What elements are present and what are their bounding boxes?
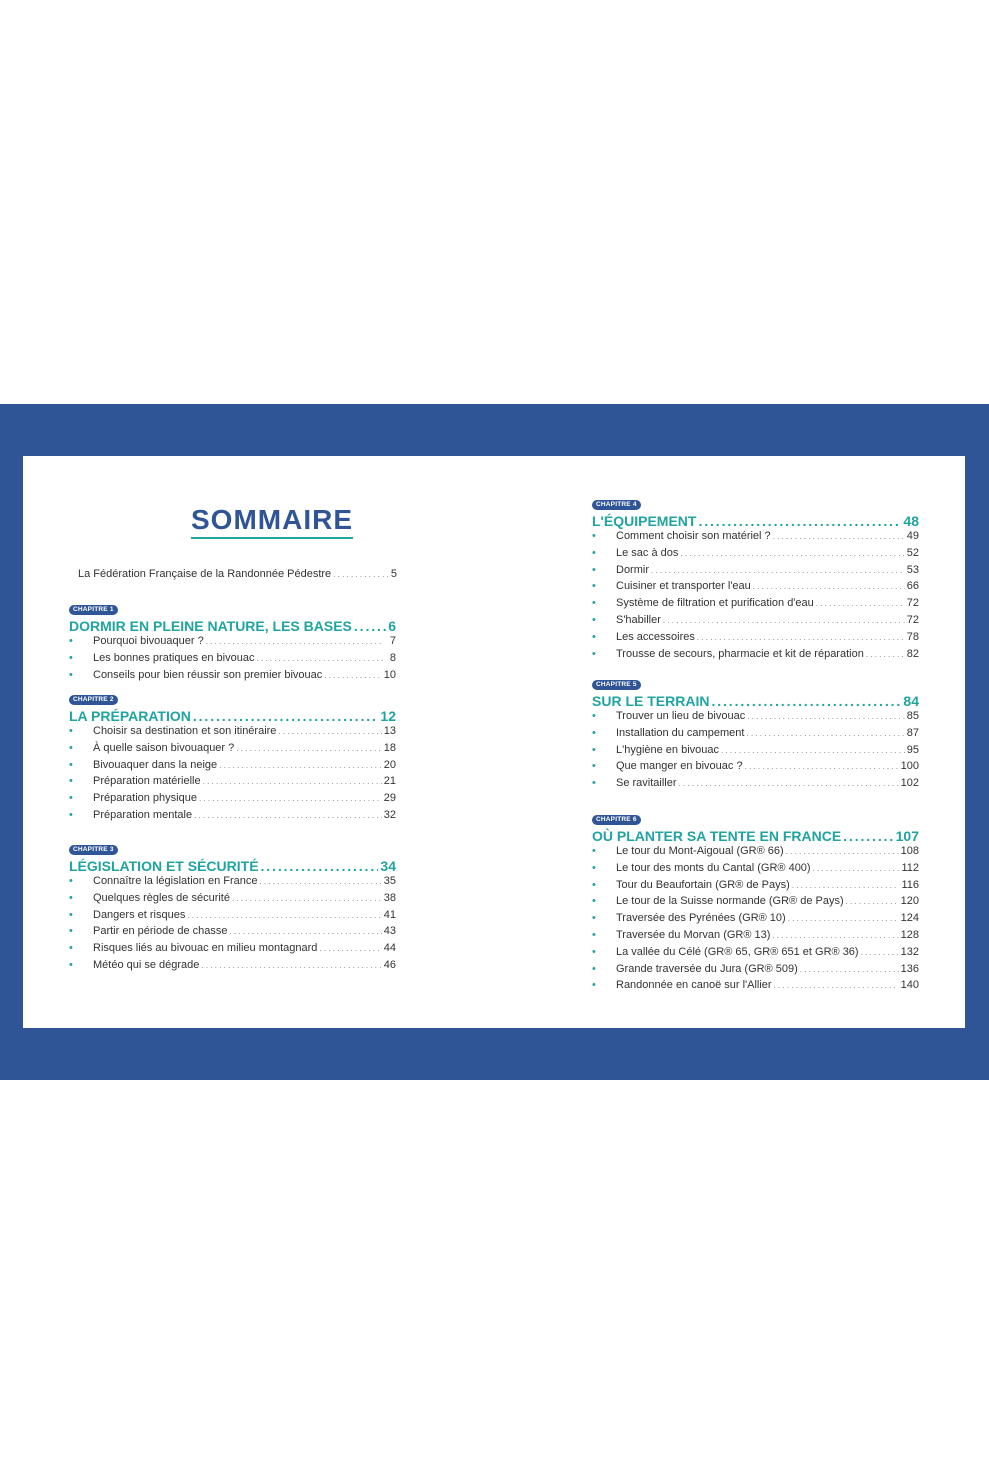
toc-item-page: 38: [383, 891, 396, 904]
leader-dots: [792, 881, 900, 890]
toc-item[interactable]: [592, 845, 919, 862]
toc-item[interactable]: [69, 635, 396, 652]
chapter-title-row[interactable]: [69, 858, 396, 875]
leader-dots: [753, 582, 905, 591]
leader-dots: [846, 897, 899, 906]
toc-item-label: • Météo qui se dégrade: [93, 958, 200, 971]
toc-item[interactable]: [69, 809, 396, 826]
leader-dots: [319, 944, 381, 953]
leader-dots: [193, 708, 379, 724]
toc-item[interactable]: [592, 862, 919, 879]
toc-page: [23, 456, 965, 1028]
toc-item[interactable]: [592, 564, 919, 581]
leader-dots: [278, 727, 381, 736]
toc-item-label: • Grande traversée du Jura (GR® 509): [616, 962, 798, 975]
toc-item-label: • Le tour des monts du Cantal (GR® 400): [616, 861, 811, 874]
toc-item[interactable]: [592, 912, 919, 929]
toc-item-label: • Installation du campement: [616, 726, 745, 739]
toc-item-label: • Partir en période de chasse: [93, 925, 228, 938]
chapter-badge: CHAPITRE 5: [592, 680, 641, 690]
chapter-title: LÉGISLATION ET SÉCURITÉ: [69, 858, 259, 874]
leader-dots: [333, 570, 389, 579]
toc-item-page: 41: [383, 908, 396, 921]
chapter-page: 6: [388, 618, 396, 634]
chapter-title: LA PRÉPARATION: [69, 708, 191, 724]
chapter-badge: CHAPITRE 2: [69, 695, 118, 705]
toc-item[interactable]: [69, 942, 396, 959]
leader-dots: [745, 762, 899, 771]
toc-item[interactable]: [592, 895, 919, 912]
toc-item-page: 43: [383, 925, 396, 938]
toc-item-page: 102: [900, 777, 919, 790]
chapter-page: 34: [380, 858, 396, 874]
page-title: SOMMAIRE: [191, 504, 353, 539]
toc-item-page: 132: [900, 945, 919, 958]
toc-item-label: • Les bonnes pratiques en bivouac: [93, 651, 255, 664]
chapter-title: OÙ PLANTER SA TENTE EN FRANCE: [592, 828, 842, 844]
chapter-6: [592, 808, 919, 996]
toc-item-label: • Bivouaquer dans la neige: [93, 758, 218, 771]
toc-item-page: 140: [900, 979, 919, 992]
toc-item[interactable]: [592, 614, 919, 631]
leader-dots: [698, 513, 901, 529]
toc-item[interactable]: [592, 631, 919, 648]
toc-item-label: • La vallée du Célé (GR® 65, GR® 651 et GR® 36): [616, 945, 859, 958]
leader-dots: [747, 712, 905, 721]
toc-item-label: • Traversée des Pyrénées (GR® 10): [616, 912, 786, 925]
toc-item-label: • Le tour de la Suisse normande (GR® de Pays): [616, 895, 844, 908]
leader-dots: [187, 911, 381, 920]
toc-item-page: 21: [383, 775, 396, 788]
toc-item-label: • Trousse de secours, pharmacie et kit de réparation: [616, 647, 864, 660]
chapter-items: [69, 875, 396, 976]
leader-dots: [816, 599, 905, 608]
chapter-5: [592, 673, 919, 794]
chapter-title-row[interactable]: [592, 513, 919, 530]
leader-dots: [230, 927, 382, 936]
toc-item-page: 100: [900, 760, 919, 773]
toc-item[interactable]: [592, 580, 919, 597]
toc-item[interactable]: [69, 725, 396, 742]
chapter-page: 84: [903, 693, 919, 709]
toc-item-label: • Conseils pour bien réussir son premier bivouac: [93, 668, 323, 681]
toc-item-page: 136: [900, 962, 919, 975]
chapter-title: DORMIR EN PLEINE NATURE, LES BASES: [69, 618, 352, 634]
chapter-items: [592, 845, 919, 996]
leader-dots: [813, 864, 900, 873]
toc-item-page: 18: [383, 741, 396, 754]
toc-item-page: 72: [906, 597, 919, 610]
toc-item-label: • Pourquoi bivouaquer ?: [93, 635, 204, 647]
leader-dots: [203, 777, 382, 786]
leader-dots: [324, 671, 381, 680]
chapter-page: 107: [895, 828, 919, 844]
toc-item[interactable]: [69, 792, 396, 809]
toc-item[interactable]: [69, 892, 396, 909]
toc-item[interactable]: [69, 775, 396, 792]
toc-item-label: • S'habiller: [616, 613, 661, 626]
leader-dots: [201, 961, 381, 970]
toc-item-page: 7: [389, 635, 396, 647]
toc-item[interactable]: [592, 777, 919, 794]
leader-dots: [800, 965, 899, 974]
toc-item[interactable]: [592, 727, 919, 744]
toc-item-page: 120: [900, 895, 919, 908]
toc-item-label: • Risques liés au bivouac en milieu montagnard: [93, 942, 318, 955]
leader-dots: [711, 693, 901, 709]
leader-dots: [679, 779, 899, 788]
leader-dots: [354, 618, 386, 634]
intro-entry[interactable]: [78, 568, 397, 580]
chapter-title-row[interactable]: [69, 618, 396, 635]
chapter-page: 48: [903, 513, 919, 529]
leader-dots: [772, 931, 898, 940]
toc-item-label: • Quelques règles de sécurité: [93, 891, 230, 904]
chapter-items: [592, 710, 919, 794]
leader-dots: [746, 729, 904, 738]
chapter-2: [69, 688, 396, 826]
toc-item-label: • Système de filtration et purification d'eau: [616, 597, 814, 610]
toc-item[interactable]: [592, 597, 919, 614]
toc-item-label: • Se ravitailler: [616, 777, 677, 790]
leader-dots: [219, 761, 382, 770]
toc-item-page: 124: [900, 912, 919, 925]
leader-dots: [194, 811, 382, 820]
intro-page: 5: [390, 568, 397, 580]
toc-item-page: 78: [906, 630, 919, 643]
toc-item-page: 35: [383, 875, 396, 887]
toc-item-page: 66: [906, 580, 919, 593]
toc-item[interactable]: [592, 946, 919, 963]
toc-item-label: • Cuisiner et transporter l'eau: [616, 580, 751, 593]
intro-label: La Fédération Française de la Randonnée Pédestre: [78, 568, 332, 580]
leader-dots: [843, 828, 893, 844]
toc-item-label: • Tour du Beaufortain (GR® de Pays): [616, 878, 790, 891]
leader-dots: [236, 744, 381, 753]
toc-item-page: 72: [906, 613, 919, 626]
leader-dots: [680, 549, 904, 558]
toc-item-label: • Dangers et risques: [93, 908, 186, 921]
toc-item[interactable]: [69, 652, 396, 669]
chapter-title: L'ÉQUIPEMENT: [592, 513, 697, 529]
chapter-items: [592, 530, 919, 664]
leader-dots: [206, 637, 384, 646]
toc-item-label: • Randonnée en canoë sur l'Allier: [616, 979, 772, 992]
toc-item-label: • Préparation mentale: [93, 808, 193, 821]
chapter-badge: CHAPITRE 3: [69, 845, 118, 855]
toc-item-label: • L'hygiène en bivouac: [616, 743, 720, 756]
toc-item-page: 20: [383, 758, 396, 771]
toc-item-page: 128: [900, 928, 919, 941]
toc-item-page: 116: [901, 878, 919, 891]
toc-item-page: 52: [906, 546, 919, 559]
toc-item-label: • À quelle saison bivouaquer ?: [93, 741, 235, 754]
toc-item-page: 13: [383, 725, 396, 737]
leader-dots: [721, 746, 905, 755]
toc-item[interactable]: [592, 710, 919, 727]
toc-item-label: • Trouver un lieu de bivouac: [616, 710, 746, 722]
toc-item-label: • Préparation physique: [93, 792, 197, 805]
leader-dots: [773, 532, 905, 541]
toc-item[interactable]: [592, 547, 919, 564]
toc-item-label: • Comment choisir son matériel ?: [616, 530, 771, 542]
leader-dots: [651, 566, 905, 575]
leader-dots: [697, 633, 905, 642]
toc-item-page: 112: [901, 861, 919, 874]
chapter-items: [69, 635, 396, 685]
toc-item[interactable]: [69, 909, 396, 926]
toc-item-label: • Dormir: [616, 563, 649, 576]
toc-item[interactable]: [592, 879, 919, 896]
leader-dots: [259, 877, 381, 886]
toc-item-label: • Les accessoires: [616, 630, 695, 643]
leader-dots: [261, 858, 379, 874]
toc-item[interactable]: [592, 979, 919, 996]
leader-dots: [199, 794, 382, 803]
leader-dots: [774, 981, 899, 990]
toc-item-page: 29: [383, 792, 396, 805]
toc-item[interactable]: [69, 959, 396, 976]
leader-dots: [256, 654, 384, 663]
toc-item-label: • Connaître la législation en France: [93, 875, 258, 887]
toc-item-page: 8: [389, 651, 396, 664]
chapter-title-row[interactable]: [69, 708, 396, 725]
chapter-title-row[interactable]: [592, 828, 919, 845]
chapter-title-row[interactable]: [592, 693, 919, 710]
toc-item-label: • Traversée du Morvan (GR® 13): [616, 928, 771, 941]
toc-item-page: 95: [906, 743, 919, 756]
toc-item[interactable]: [69, 759, 396, 776]
toc-item[interactable]: [592, 929, 919, 946]
leader-dots: [232, 894, 382, 903]
toc-item-page: 49: [906, 530, 919, 542]
leader-dots: [786, 847, 899, 856]
chapter-page: 12: [380, 708, 396, 724]
toc-item[interactable]: [69, 925, 396, 942]
chapter-badge: CHAPITRE 1: [69, 605, 118, 615]
chapter-items: [69, 725, 396, 826]
toc-item-page: 44: [383, 942, 396, 955]
toc-item-page: 32: [383, 808, 396, 821]
toc-item[interactable]: [69, 875, 396, 892]
leader-dots: [788, 914, 899, 923]
chapter-4: [592, 493, 919, 664]
chapter-title: SUR LE TERRAIN: [592, 693, 710, 709]
toc-item-label: • Que manger en bivouac ?: [616, 760, 743, 773]
toc-item[interactable]: [592, 744, 919, 761]
toc-item-page: 82: [906, 647, 919, 660]
toc-item-page: 108: [900, 845, 919, 857]
toc-item[interactable]: [592, 530, 919, 547]
toc-item-label: • Le tour du Mont-Aigoual (GR® 66): [616, 845, 784, 857]
toc-item-page: 10: [383, 668, 396, 681]
chapter-badge: CHAPITRE 6: [592, 815, 641, 825]
toc-item-page: 53: [906, 563, 919, 576]
chapter-1: [69, 598, 396, 685]
toc-item-page: 46: [383, 958, 396, 971]
toc-item[interactable]: [592, 648, 919, 665]
toc-item[interactable]: [592, 963, 919, 980]
toc-item-page: 87: [906, 726, 919, 739]
toc-item[interactable]: [69, 669, 396, 686]
chapter-3: [69, 838, 396, 976]
leader-dots: [861, 948, 899, 957]
toc-item[interactable]: [592, 760, 919, 777]
toc-item-label: • Choisir sa destination et son itinéraire: [93, 725, 277, 737]
chapter-badge: CHAPITRE 4: [592, 500, 641, 510]
toc-item-label: • Préparation matérielle: [93, 775, 201, 788]
leader-dots: [663, 616, 905, 625]
toc-item-page: 85: [906, 710, 919, 722]
toc-item[interactable]: [69, 742, 396, 759]
leader-dots: [866, 650, 905, 659]
toc-item-label: • Le sac à dos: [616, 546, 679, 559]
